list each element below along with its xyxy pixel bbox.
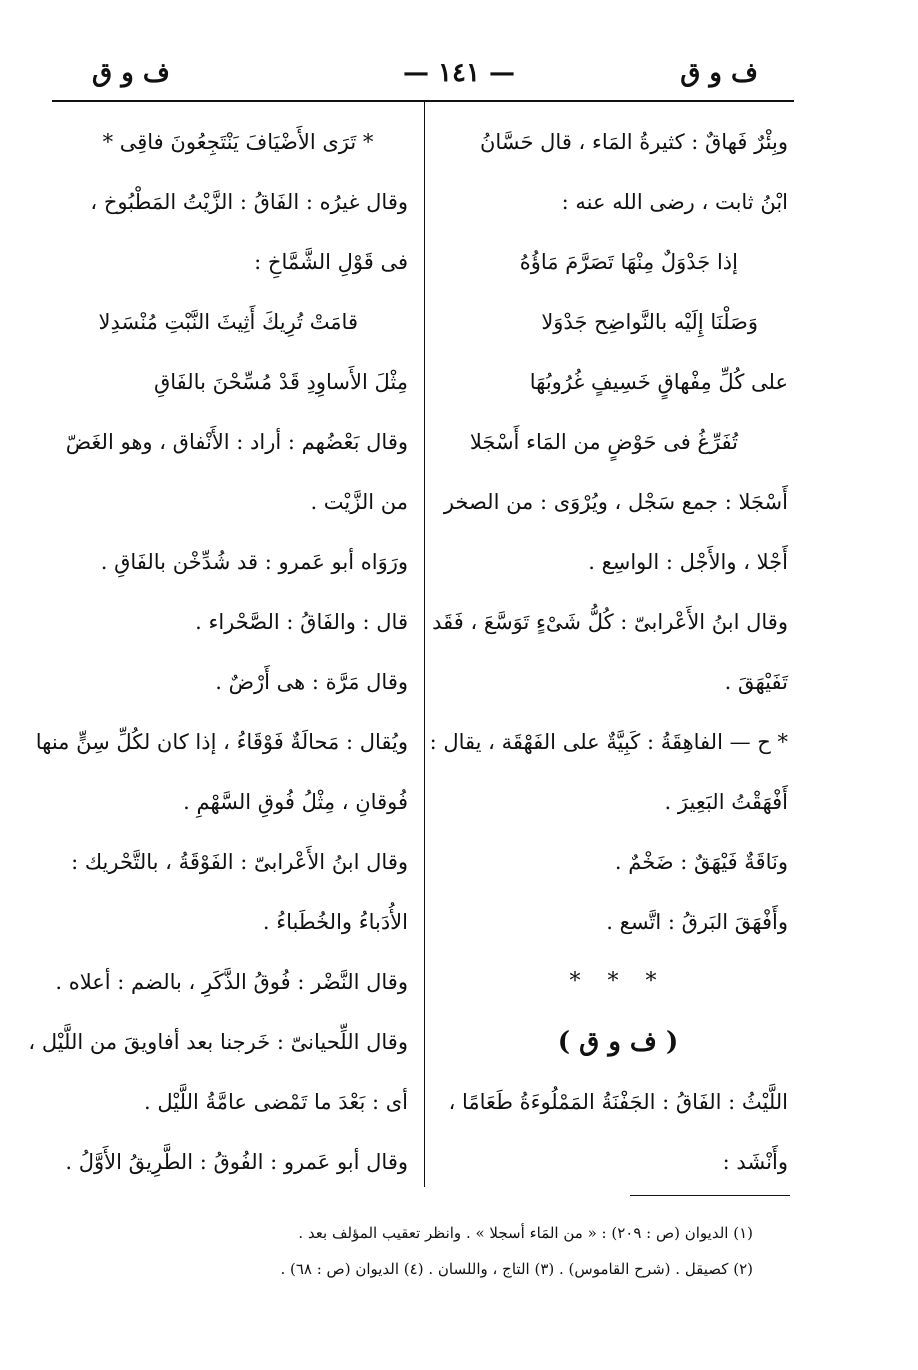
verse-line: تُفَرِّغُ فى حَوْضٍ من المَاء أَسْجَلا: [469, 430, 738, 454]
text-line: وبِئْرٌ فَهاقٌ : كثيرةُ المَاء ، قال حَسَّانُ: [479, 130, 788, 154]
text-line: قال : والفَاقُ : الصَّحْراء .: [195, 610, 408, 634]
footnote-rule: [630, 1195, 790, 1196]
text-line: وقال غيرُه : الفَاقُ : الزَّيْتُ المَطْبُوخ ،: [90, 190, 408, 214]
verse-line: وَصَلْنَا إِلَيْه بالنَّواضِح جَدْوَلا: [541, 310, 758, 334]
text-line: وقال النَّضْر : فُوقُ الذَّكَرِ ، بالضم : أعلاه .: [55, 970, 408, 994]
header-rule: [52, 100, 794, 102]
left-column: [28, 112, 408, 1192]
text-line: ابْنُ ثابت ، رضى الله عنه :: [561, 190, 788, 214]
text-line: وأَنْشَد :: [722, 1150, 788, 1174]
text-line: * ح — الفاهِقَةُ : كَبِيَّةٌ على الفَهْقَة ، يقال :: [429, 730, 788, 754]
text-line: وقال أبو عَمرو : الفُوقُ : الطَّرِيقُ الأَوَّلُ .: [65, 1150, 408, 1174]
entry-title: ( ف و ق ): [557, 1027, 679, 1057]
verse-line: قامَتْ تُرِيكَ أَثِيثَ النَّبْتِ مُنْسَدِلا: [98, 310, 358, 334]
text-line: ورَوَاه أبو عَمرو : قد شُدِّخْن بالفَاقِ .: [100, 550, 408, 574]
text-line: تَفَيْهَقَ .: [724, 670, 788, 694]
text-line: وقال ابنُ الأَعْرابىّ : الفَوْقَةُ ، بالتَّحْريك :: [71, 850, 408, 874]
text-line: فى قَوْلِ الشَّمَّاخِ :: [254, 250, 408, 274]
text-line: وقال ابنُ الأَعْرابىّ : كُلُّ شَىْءٍ تَوَسَّعَ ، فَقَد: [432, 610, 788, 634]
verse-line: على كُلِّ مِفْهاقٍ خَسِيفٍ غُرُوبُهَا: [529, 370, 788, 394]
verse-line: إذا جَدْوَلٌ مِنْهَا تَصَرَّمَ مَاؤُهُ: [519, 250, 738, 274]
text-line: ونَاقَةٌ فَيْهَقٌ : ضَخْمٌ .: [614, 850, 788, 874]
text-line: الأُدَباءُ والخُطَباءُ .: [262, 910, 408, 934]
text-line: اللَّيْثُ : الفَاقُ : الجَفْنَةُ المَمْلُوءَةُ طَعَامًا ،: [448, 1090, 788, 1114]
right-column: [429, 112, 788, 1192]
text-line: فُوقانِ ، مِثْلُ فُوقِ السَّهْمِ .: [183, 790, 408, 814]
footnotes: [53, 1215, 753, 1287]
text-line: أَجْلا ، والأَجْل : الواسِع .: [588, 550, 788, 574]
text-line: وأَفْهَقَ البَرقُ : اتَّسع .: [606, 910, 788, 934]
text-line: وقال اللِّحيانىّ : خَرجنا بعد أفاويقَ من اللَّيْل ،: [28, 1030, 408, 1054]
text-line: من الزَّيْت .: [310, 490, 408, 514]
footnote: (٢) كصيقل . (شرح القاموس) . (٣) التاج ، واللسان . (٤) الديوان (ص : ٦٨) .: [280, 1260, 753, 1278]
text-line: وقال مَرَّة : هى أَرْضٌ .: [215, 670, 408, 694]
text-line: أَسْجَلا : جمع سَجْل ، ويُرْوَى : من الصخر: [443, 490, 788, 514]
text-line: وقال بَعْضُهم : أراد : الأَنْفاق ، وهو الغَضّ: [65, 430, 408, 454]
text-line: أَفْهَقْتُ البَعِيرَ .: [664, 790, 788, 814]
verse-line: * تَرَى الأَضْيَافَ يَنْتَجِعُونَ فاقِى *: [102, 130, 374, 154]
footnote: (١) الديوان (ص : ٢٠٩) : « من المَاء أسجلا » . وانظر تعقيب المؤلف بعد .: [298, 1224, 753, 1242]
verse-line: مِثْلَ الأَساوِدِ قَدْ مُسِّحْنَ بالفَاقِ: [153, 370, 408, 394]
running-head-left: ف و ق: [92, 58, 170, 88]
section-separator: * * *: [569, 969, 667, 994]
page-number: — ١٤١ —: [402, 58, 516, 88]
text-line: أى : بَعْدَ ما تَمْضى عامَّةُ اللَّيْل .: [144, 1090, 408, 1114]
column-divider: [424, 102, 425, 1187]
running-head-right: ف و ق: [680, 58, 758, 88]
text-line: ويُقال : مَحالَةٌ فَوْقَاءُ ، إذا كان لكُلِّ سِنٍّ منها: [35, 730, 408, 754]
